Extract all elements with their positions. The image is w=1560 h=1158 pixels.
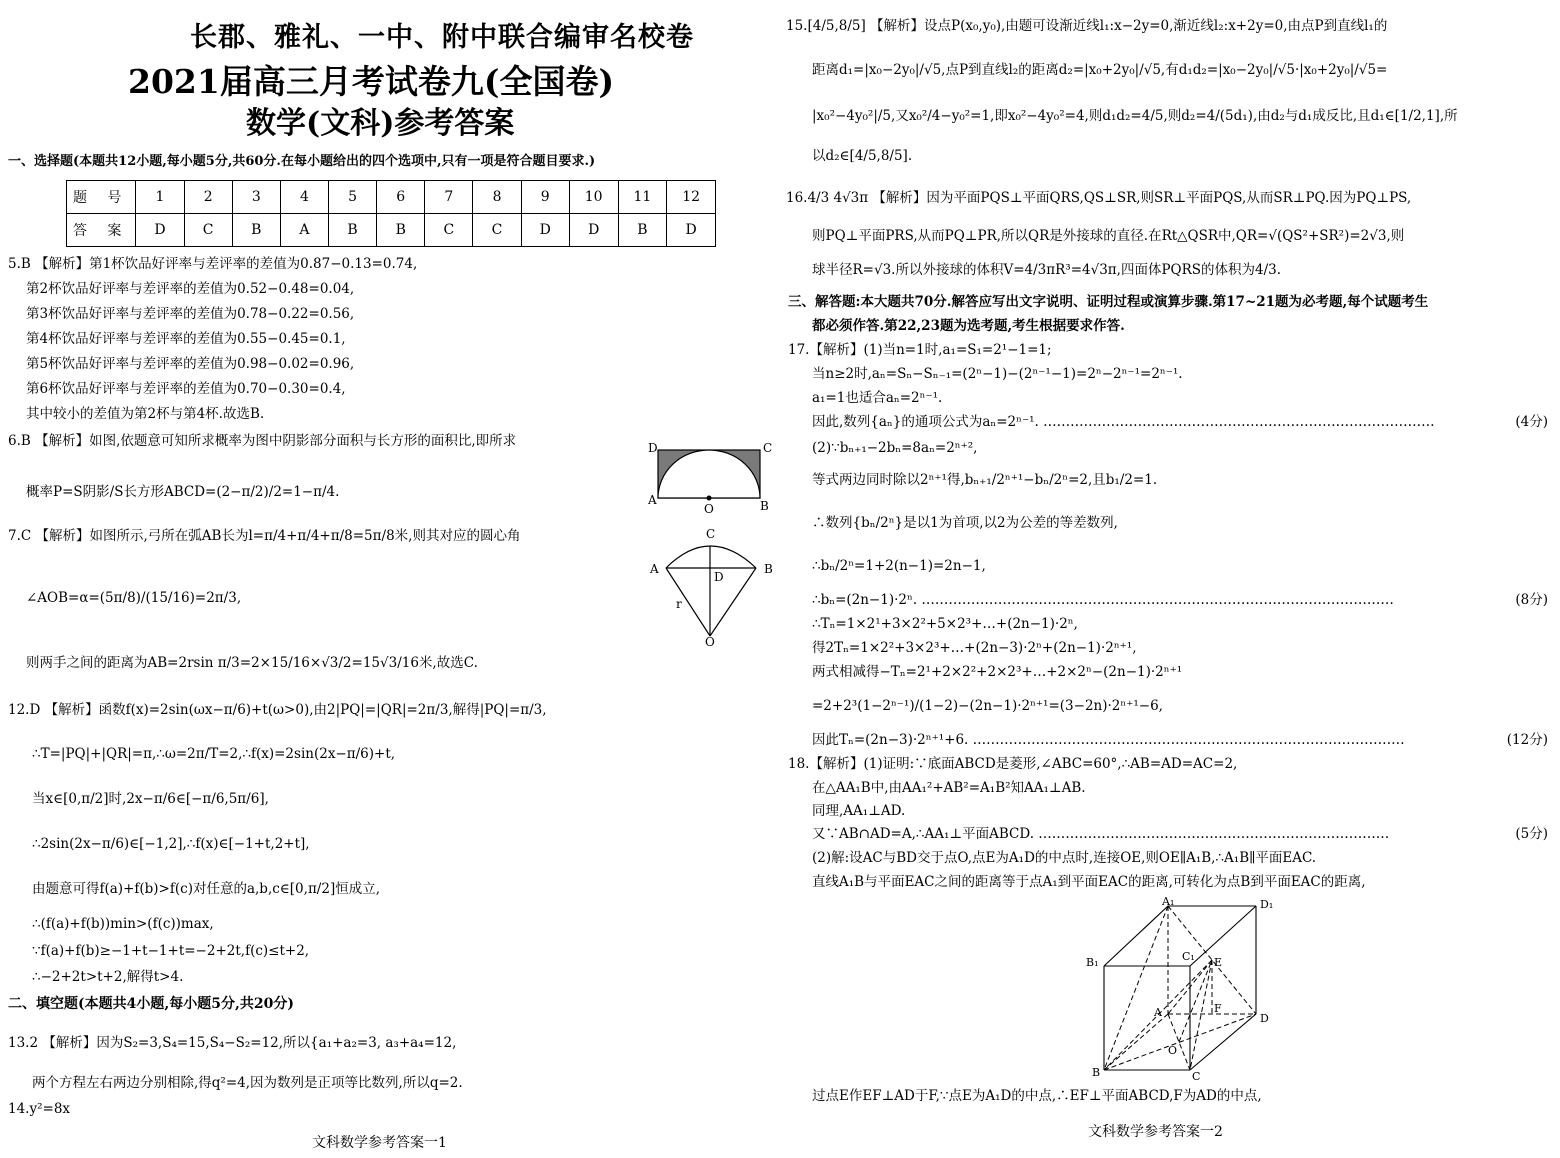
q17-line: 等式两边同时除以2ⁿ⁺¹得,bₙ₊₁/2ⁿ⁺¹−bₙ/2ⁿ=2,且b₁/2=1. — [812, 472, 1158, 488]
fig-label: O — [1168, 1044, 1178, 1057]
table-cell: 7 — [425, 181, 473, 214]
q17-line: 当n≥2时,aₙ=Sₙ−Sₙ₋₁=(2ⁿ−1)−(2ⁿ⁻¹−1)=2ⁿ−2ⁿ⁻¹=2ⁿ⁻¹. — [812, 366, 1183, 382]
fig-label: A₁ — [1162, 895, 1175, 908]
table-cell: 12 — [667, 181, 716, 214]
q7-formula: ∠AOB=α=(5π/8)/(15/16)=2π/3, — [26, 590, 242, 606]
q12-line: 由题意可得f(a)+f(b)>f(c)对任意的a,b,c∈[0,π/2]恒成立, — [32, 881, 381, 897]
q17-line: (2)∵bₙ₊₁−2bₙ=8aₙ=2ⁿ⁺², — [812, 440, 978, 456]
fig-label: B — [764, 562, 773, 576]
table-cell: B — [618, 214, 667, 247]
fig-label: O — [704, 502, 714, 516]
q18-line: 18.【解析】(1)证明:∵底面ABCD是菱形,∠ABC=60°,∴AB=AD=AC=2, — [788, 756, 1238, 772]
table-cell: D — [136, 214, 184, 247]
table-cell: A — [280, 214, 328, 247]
q17-line: 17.【解析】(1)当n=1时,a₁=S₁=2¹−1=1; — [788, 342, 1052, 358]
section-fill-heading: 二、填空题(本题共4小题,每小题5分,共20分) — [8, 996, 294, 1012]
q5-line: 第5杯饮品好评率与差评率的差值为0.98−0.02=0.96, — [26, 356, 355, 372]
table-cell: D — [667, 214, 716, 247]
q16-line: 则PQ⊥平面PRS,从而PQ⊥PR,所以QR是外接球的直径.在Rt△QSR中,QR=√(QS²+SR²)=2√3,则 — [812, 228, 1405, 244]
table-cell: 4 — [280, 181, 328, 214]
q17-line: 因此,数列{aₙ}的通项公式为aₙ=2ⁿ⁻¹. …………………………………………………………………………… — [812, 414, 1435, 430]
table-cell: B — [232, 214, 280, 247]
score-marker: (5分) — [1515, 826, 1548, 842]
q18-line: 过点E作EF⊥AD于F,∵点E为A₁D的中点,∴EF⊥平面ABCD,F为AD的中点, — [812, 1088, 1262, 1104]
fig-label: B — [1092, 1066, 1101, 1079]
q5-line: 第3杯饮品好评率与差评率的差值为0.78−0.22=0.56, — [26, 306, 355, 322]
table-cell: B — [377, 214, 425, 247]
q17-line: ∴Tₙ=1×2¹+3×2²+5×2³+…+(2n−1)·2ⁿ, — [812, 616, 1078, 632]
q12-line: ∴2sin(2x−π/6)∈[−1,2],∴f(x)∈[−1+t,2+t], — [32, 836, 310, 852]
q5-line: 其中较小的差值为第2杯与第4杯.故选B. — [26, 406, 265, 422]
figure-q18-prism — [1078, 894, 1288, 1082]
table-header-label: 题 号 — [67, 181, 136, 214]
q17-line: a₁=1也适合aₙ=2ⁿ⁻¹. — [812, 390, 943, 406]
q14-line: 14.y²=8x — [8, 1101, 71, 1117]
table-row-answers — [67, 214, 716, 247]
q6-line: 6.B 【解析】如图,依题意可知所求概率为图中阴影部分面积与长方形的面积比,即所求 — [8, 433, 517, 449]
fig-label: C — [763, 441, 773, 455]
q18-line: 在△AA₁B中,由AA₁²+AB²=A₁B²知AA₁⊥AB. — [812, 780, 1086, 796]
q13-line: 两个方程左右两边分别相除,得q²=4,因为数列是正项等比数列,所以q=2. — [32, 1075, 463, 1091]
fig-label: F — [1214, 1002, 1222, 1015]
fig-label: B₁ — [1086, 956, 1099, 969]
q18-line: (2)解:设AC与BD交于点O,点E为A₁D的中点时,连接OE,则OE∥A₁B,∴A₁B∥平面EAC. — [812, 850, 1317, 866]
section-solve-heading: 三、解答题:本大题共70分.解答应写出文字说明、证明过程或演算步骤.第17~21题为必考题,每个试题考生 — [788, 294, 1429, 310]
table-header-label: 答 案 — [67, 214, 136, 247]
section-choice-heading: 一、选择题(本题共12小题,每小题5分,共60分.在每小题给出的四个选项中,只有一项是符合题目要求.) — [8, 154, 596, 169]
fig-label: D₁ — [1260, 898, 1274, 911]
table-cell: 3 — [232, 181, 280, 214]
page-footer: 文科数学参考答案一1 — [312, 1135, 447, 1151]
fig-label: C₁ — [1182, 950, 1195, 963]
q17-line: 得2Tₙ=1×2²+3×2³+…+(2n−3)·2ⁿ+(2n−1)·2ⁿ⁺¹, — [812, 640, 1137, 656]
q12-line: 当x∈[0,π/2]时,2x−π/6∈[−π/6,5π/6], — [32, 791, 269, 807]
fig-label: D — [1260, 1012, 1269, 1025]
q18-line: 又∵AB∩AD=A,∴AA₁⊥平面ABCD. …………………………………………………………………… — [812, 826, 1390, 842]
table-cell: 6 — [377, 181, 425, 214]
q13-line: 13.2 【解析】因为S₂=3,S₄=15,S₄−S₂=12,所以{a₁+a₂=3, a₃+a₄=12, — [8, 1035, 457, 1051]
fig-label: A — [648, 493, 657, 507]
fig-label: D — [648, 441, 658, 455]
q17-line: =2+2³(1−2ⁿ⁻¹)/(1−2)−(2n−1)·2ⁿ⁺¹=(3−2n)·2ⁿ⁺¹−6, — [812, 698, 1163, 714]
table-cell: 8 — [473, 181, 521, 214]
q12-line: 12.D 【解析】函数f(x)=2sin(ωx−π/6)+t(ω>0),由2|PQ|=|QR|=2π/3,解得|PQ|=π/3, — [8, 702, 547, 718]
table-cell: D — [569, 214, 618, 247]
table-cell: 5 — [329, 181, 377, 214]
table-cell: B — [329, 214, 377, 247]
q15-line: 距离d₁=|x₀−2y₀|/√5,点P到直线l₂的距离d₂=|x₀+2y₀|/√5,有d₁d₂=|x₀−2y₀|/√5·|x₀+2y₀|/√5= — [812, 62, 1388, 78]
q5-line: 5.B 【解析】第1杯饮品好评率与差评率的差值为0.87−0.13=0.74, — [8, 256, 418, 272]
header-title: 长郡、雅礼、一中、附中联合编审名校卷 — [190, 22, 694, 53]
table-cell: 2 — [184, 181, 232, 214]
q15-line: 15.[4/5,8/5] 【解析】设点P(x₀,y₀),由题可设渐近线l₁:x−2y=0,渐近线l₂:x+2y=0,由点P到直线l₁的 — [786, 18, 1388, 34]
fig-label: r — [676, 597, 682, 611]
fig-label: C — [1192, 1070, 1201, 1082]
q17-line: ∴bₙ/2ⁿ=1+2(n−1)=2n−1, — [812, 558, 986, 574]
q12-line: ∴(f(a)+f(b))min>(f(c))max, — [32, 916, 214, 932]
q7-line: 则两手之间的距离为AB=2rsin π/3=2×15/16×√3/2=15√3/16米,故选C. — [26, 655, 478, 671]
table-cell: 1 — [136, 181, 184, 214]
q5-line: 第6杯饮品好评率与差评率的差值为0.70−0.30=0.4, — [26, 381, 346, 397]
q7-line: 7.C 【解析】如图所示,弓所在弧AB长为l=π/4+π/4+π/8=5π/8米,则其对应的圆心角 — [8, 528, 521, 544]
table-cell: C — [425, 214, 473, 247]
q15-line: 以d₂∈[4/5,8/5]. — [812, 148, 913, 164]
q18-line: 同理,AA₁⊥AD. — [812, 803, 906, 819]
section-solve-heading-cont: 都必须作答.第22,23题为选考题,考生根据要求作答. — [812, 318, 1125, 334]
fig-label: A — [650, 562, 659, 576]
fig-label: B — [760, 499, 769, 513]
table-cell: 10 — [569, 181, 618, 214]
q5-line: 第4杯饮品好评率与差评率的差值为0.55−0.45=0.1, — [26, 331, 346, 347]
table-cell: 11 — [618, 181, 667, 214]
figure-q7-arc — [644, 524, 778, 648]
answer-title: 数学(文科)参考答案 — [246, 106, 515, 141]
q17-line: ∴bₙ=(2n−1)·2ⁿ. …………………………………………………………………………………………… — [812, 592, 1394, 608]
score-marker: (8分) — [1515, 592, 1548, 608]
answer-table — [66, 180, 716, 247]
q16-line: 球半径R=√3.所以外接球的体积V=4/3πR³=4√3π,四面体PQRS的体积为4/3. — [812, 262, 1282, 278]
table-cell: C — [473, 214, 521, 247]
table-cell: C — [184, 214, 232, 247]
score-marker: (4分) — [1515, 414, 1548, 430]
fig-label: A — [1154, 1006, 1162, 1019]
q18-line: 直线A₁B与平面EAC之间的距离等于点A₁到平面EAC的距离,可转化为点B到平面EAC的距离, — [812, 874, 1366, 890]
fig-label: C — [706, 527, 716, 541]
table-row-numbers — [67, 181, 716, 214]
q5-line: 第2杯饮品好评率与差评率的差值为0.52−0.48=0.04, — [26, 281, 355, 297]
q17-line: 两式相减得−Tₙ=2¹+2×2²+2×2³+…+2×2ⁿ−(2n−1)·2ⁿ⁺¹ — [812, 664, 1183, 680]
exam-title: 2021届高三月考试卷九(全国卷) — [128, 62, 615, 101]
q12-line: ∴T=|PQ|+|QR|=π,∴ω=2π/T=2,∴f(x)=2sin(2x−π/6)+t, — [32, 746, 396, 762]
q15-line: |x₀²−4y₀²|/5,又x₀²/4−y₀²=1,即x₀²−4y₀²=4,则d₁d₂=4/5,则d₂=4/(5d₁),由d₂与d₁成反比,且d₁∈[1/2,1],所 — [812, 108, 1458, 124]
table-cell: 9 — [521, 181, 569, 214]
q6-formula: 概率P=S阴影/S长方形ABCD=(2−π/2)/2=1−π/4. — [26, 484, 340, 500]
q17-line: ∴数列{bₙ/2ⁿ}是以1为首项,以2为公差的等差数列, — [812, 515, 1118, 531]
q16-line: 16.4/3 4√3π 【解析】因为平面PQS⊥平面QRS,QS⊥SR,则SR⊥平面PQS,从而SR⊥PQ.因为PQ⊥PS, — [786, 190, 1412, 206]
fig-label: O — [705, 635, 715, 648]
table-cell: D — [521, 214, 569, 247]
figure-q6-rectangle — [644, 438, 774, 516]
q12-line: ∴−2+2t>t+2,解得t>4. — [32, 969, 184, 985]
fig-label: E — [1214, 956, 1223, 969]
page-footer: 文科数学参考答案一2 — [1088, 1124, 1223, 1140]
score-marker: (12分) — [1506, 732, 1548, 748]
fig-label: D — [714, 570, 724, 584]
q17-line: 因此Tₙ=(2n−3)·2ⁿ⁺¹+6. …………………………………………………………………………………… — [812, 732, 1405, 748]
q12-line: ∵f(a)+f(b)≥−1+t−1+t=−2+2t,f(c)≤t+2, — [32, 943, 310, 959]
